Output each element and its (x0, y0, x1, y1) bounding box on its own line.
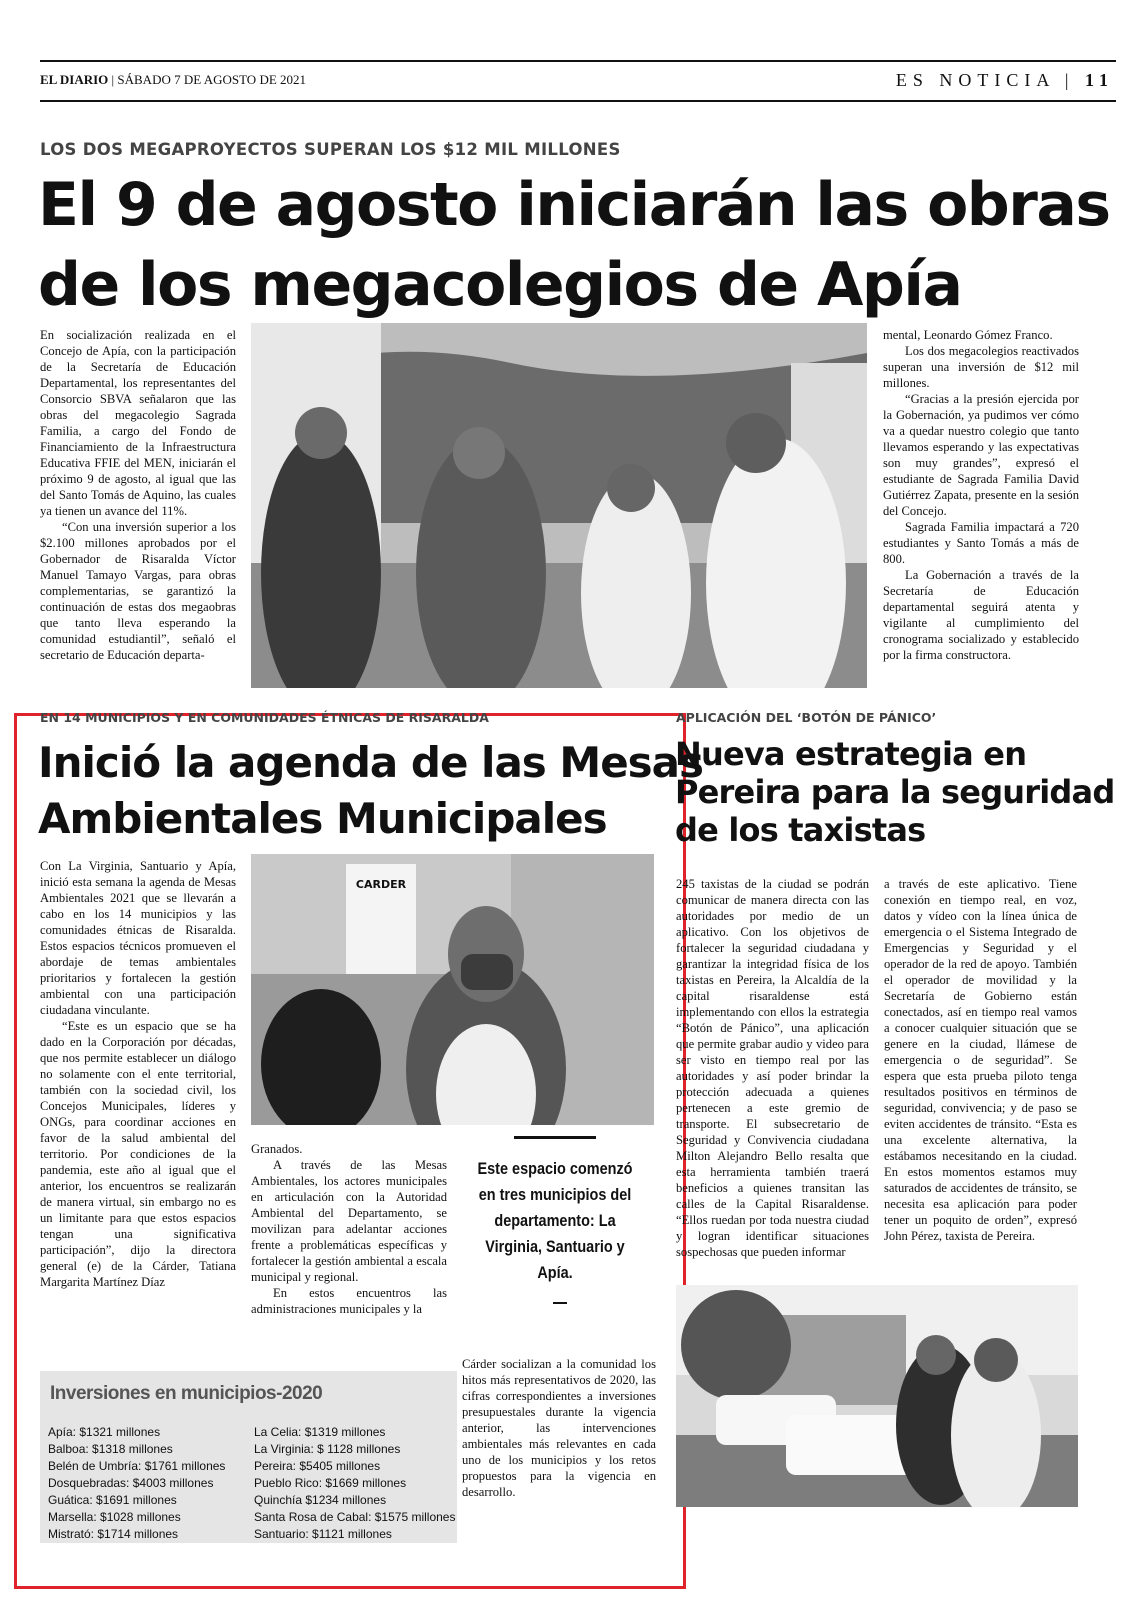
list-item: Santa Rosa de Cabal: $1575 millones (254, 1510, 456, 1524)
investments-right-list (254, 1424, 455, 1543)
list-item: Balboa: $1318 millones (48, 1442, 173, 1456)
quote-rule (514, 1136, 596, 1139)
list-item: Quinchía $1234 millones (254, 1493, 387, 1507)
article2-headline: Inició la agenda de las Mesas Ambientales Municipales (38, 738, 704, 843)
list-item: La Celia: $1319 millones (254, 1425, 386, 1439)
list-item: Mistrató: $1714 millones (48, 1527, 179, 1541)
article2-col2: Granados. A través de las Mesas Ambientales, los actores municipales en articulación con la Autoridad Ambiental del Departamento, se movilizan para adelantar acciones frente a problemáticas específicas y fortalecer la gestión ambiental a escala municipal y regional. En estos encuentros las administraciones municipales y la (251, 1142, 447, 1316)
section-label: ES NOTICIA | 11 (895, 70, 1114, 90)
page-number: 11 (1084, 70, 1114, 90)
list-item: La Virginia: $ 1128 millones (254, 1442, 401, 1456)
masthead: EL DIARIO | SÁBADO 7 DE AGOSTO DE 2021 (40, 72, 307, 87)
article1-col2: mental, Leonardo Gómez Franco. Los dos megacolegios reactivados superan una inversión de $12 mil millones. “Gracias a la presión ejercida por la Gobernación, ya pudimos ver cómo va a quedar nuestro colegio que tanto llevamos esperando y las expectativas son muy grandes”, expresó el estudiante de Sagrada Familia David Gutiérrez Zapata, presente en la sesión del Concejo. Sagrada Familia impactará a 720 estudiantes y Santo Tomás a más de 800. La Gobernación a través de la Secretaría de Educación departamental seguirá atenta y vigilante al cumplimiento del cronograma socializado y establecido por la firma constructora. (883, 328, 1079, 662)
article2-col1: Con La Virginia, Santuario y Apía, inició esta semana la agenda de Mesas Ambientales 2021 que se llevarán a cabo en los 14 municipios y las comunidades étnicas de Risaralda. Estos espacios técnicos promueven el abordaje de temas ambientales prioritarios y fortalecen la gestión ambiental con una participación ciudadana vinculante. “Este es un espacio que se ha dado en la Corporación por décadas, que nos permite establecer un diálogo no solamente con el ente territorial, también con la sociedad civil, los Concejos Municipales, líderes y ONGs, para coordinar acciones en favor de la salud ambiental del territorio. Por condiciones de la pandemia, este año al igual que el anterior, los encuentros se realizarán de manera virtual, sin embargo no es un limitante para que estos espacios tengan una significativa participación”, dijo la directora general (e) de la Cárder, Tatiana Margarita Martínez Díaz (40, 859, 236, 1289)
photo-officials-construction (251, 323, 867, 688)
pull-quote: Este espacio comenzó en tres municipios del departamento: La Virginia, Santuario y Apía. (477, 1159, 633, 1282)
investments-title: Inversiones en municipios-2020 (50, 1383, 323, 1404)
article1-photo (251, 323, 867, 688)
issue-date: SÁBADO 7 DE AGOSTO DE 2021 (117, 72, 307, 87)
list-item: Pueblo Rico: $1669 millones (254, 1476, 407, 1490)
article3-photo (676, 1285, 1078, 1507)
article1-kicker: LOS DOS MEGAPROYECTOS SUPERAN LOS $12 MIL MILLONES (40, 140, 621, 159)
article3-col2: a través de este aplicativo. Tiene conexión en tiempo real, en voz, datos y vídeo con la línea única de emergencia o el Sistema Integrado de Emergencias y Seguridad y el operador de la red de apoyo. También el operador de movilidad y la Secretaría de Gobierno están conectados, así en tiempo real vamos a conocer cualquier situación que se genere en la ciudad, llámese de emergencia o de seguridad”. Se espera que esta prueba piloto tenga resultados positivos en términos de seguridad, convivencia; y de paso se eviten accidentes de tránsito. “Esta es una excelente alternativa, la estábamos necesitando en la ciudad. En estos momentos estamos muy saturados de accidentes de tránsito, se necesita esa aplicación para poder tener un poquito de orden”, expresó John Pérez, taxista de Pereira. (884, 877, 1077, 1243)
article2-photo (251, 854, 654, 1125)
list-item: Apía: $1321 millones (48, 1425, 161, 1439)
article3-col1: 245 taxistas de la ciudad se podrán comunicar de manera directa con las autoridades por medio de un aplicativo. Con los objetivos de fortalecer la seguridad ciudadana y garantizar la integridad física de los taxistas en Pereira, la Alcaldía de la capital risaraldense está implementando con ellos la estrategia “Botón de Pánico”, una aplicación que permite grabar audio y video para ser visto en tiempo real por las autoridades y así poder brindar la protección adecuada a quienes pertenecen a este gremio de transporte. El subsecretario de Seguridad y Convivencia ciudadana Milton Alejandro Bello resalta que esta herramienta también traerá beneficios a quienes transitan las calles de la Capital Risaraldense. “Ellos ruedan por toda nuestra ciudad y logran identificar situaciones sospechosas que pueden informar (676, 877, 869, 1259)
list-item: Dosquebradas: $4003 millones (48, 1476, 214, 1490)
header-top-rule (40, 60, 1116, 62)
article1-headline: El 9 de agosto iniciarán las obras de los megacolegios de Apía (38, 170, 1110, 320)
investments-box (40, 1371, 457, 1543)
article2-kicker: EN 14 MUNICIPIOS Y EN COMUNIDADES ÉTNICAS DE RISARALDA (40, 710, 489, 725)
list-item: Pereira: $5405 millones (254, 1459, 381, 1473)
list-item: Belén de Umbría: $1761 millones (48, 1459, 226, 1473)
photo-director-carder (251, 854, 654, 1125)
article3-kicker: APLICACIÓN DEL ‘BOTÓN DE PÁNICO’ (676, 710, 937, 725)
quote-end-dash (553, 1302, 567, 1304)
paper-name: EL DIARIO (40, 72, 109, 87)
investments-left-list (48, 1424, 225, 1543)
header-bottom-rule (40, 100, 1116, 102)
article3-headline: Nueva estrategia en Pereira para la seguridad de los taxistas (675, 735, 1115, 849)
article2-col3: Cárder socializan a la comunidad los hitos más representativos de 2020, las cifras correspondientes a inversiones presupuestales durante la vigencia anterior, las intervenciones ambientales más relevantes en cada uno de los municipios y los retos propuestos para la vigencia en desarrollo. (462, 1357, 656, 1499)
list-item: Santuario: $1121 millones (254, 1527, 392, 1541)
article1-col1: En socialización realizada en el Concejo de Apía, con la participación de la Secretaría de Educación Departamental, los representantes del Consorcio SBVA señalaron que las obras del megacolegio Sagrada Familia, a cargo del Fondo de Financiamiento de la Infraestructura Educativa FFIE del MEN, iniciarán el próximo 9 de agosto, al igual que las del Santo Tomás de Aquino, las cuales ya tienen un avance del 11%. “Con una inversión superior a los $2.100 millones aprobados por el Gobernador de Risaralda Víctor Manuel Tamayo Vargas, para obras complementarias, se garantizó la continuación de estas dos megaobras que tanto lleva esperando la comunidad estudiantil”, señaló el secretario de Educación departa- (40, 328, 236, 662)
carder-sign: CARDER (355, 878, 407, 891)
list-item: Guática: $1691 millones (48, 1493, 177, 1507)
list-item: Marsella: $1028 millones (48, 1510, 181, 1524)
photo-taxis (676, 1285, 1078, 1507)
